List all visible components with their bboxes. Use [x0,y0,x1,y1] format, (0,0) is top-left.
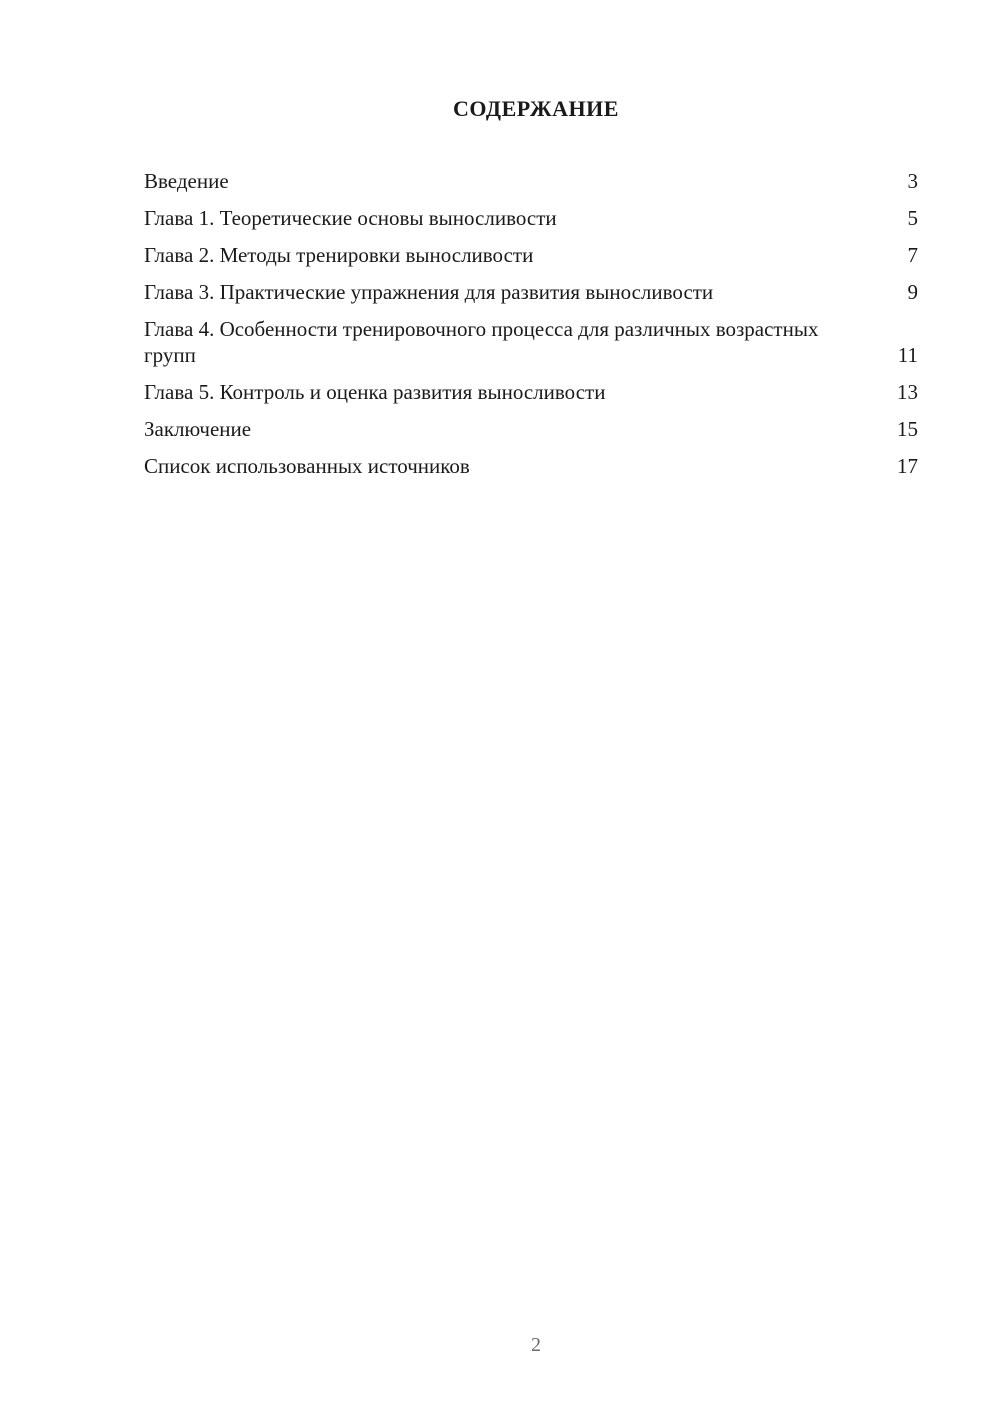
toc-entry-title: Глава 5. Контроль и оценка развития выносливости [144,380,606,404]
toc-entry-page: 11 [897,343,918,367]
toc-entry-page: 17 [897,454,918,478]
toc-entry-page: 3 [907,169,918,193]
toc-entry-chapter-1 [144,205,918,231]
toc-entry-chapter-3 [144,279,918,305]
toc-entry-title: Введение [144,169,229,193]
toc-entry-title: Глава 2. Методы тренировки выносливости [144,243,534,267]
table-of-contents [144,168,918,490]
toc-entry-title: Глава 1. Теоретические основы выносливости [144,206,557,230]
toc-entry-page: 13 [897,380,918,404]
toc-entry-page: 15 [897,417,918,441]
toc-entry-references [144,453,918,479]
toc-entry-conclusion [144,416,918,442]
toc-entry-title: Список использованных источников [144,454,470,478]
toc-heading: СОДЕРЖАНИЕ [453,96,619,121]
toc-entry-chapter-2 [144,242,918,268]
page-number: 2 [531,1334,541,1356]
toc-entry-chapter-5 [144,379,918,405]
toc-entry-title: Глава 4. Особенности тренировочного процесса для различных возрастных групп [144,317,819,367]
toc-entry-page: 5 [907,206,918,230]
toc-entry-title: Глава 3. Практические упражнения для развития выносливости [144,280,714,304]
toc-entry-introduction [144,168,918,194]
toc-entry-page: 9 [907,280,918,304]
toc-entry-title: Заключение [144,417,252,441]
toc-entry-page: 7 [907,243,918,267]
toc-entry-chapter-4 [144,316,918,368]
